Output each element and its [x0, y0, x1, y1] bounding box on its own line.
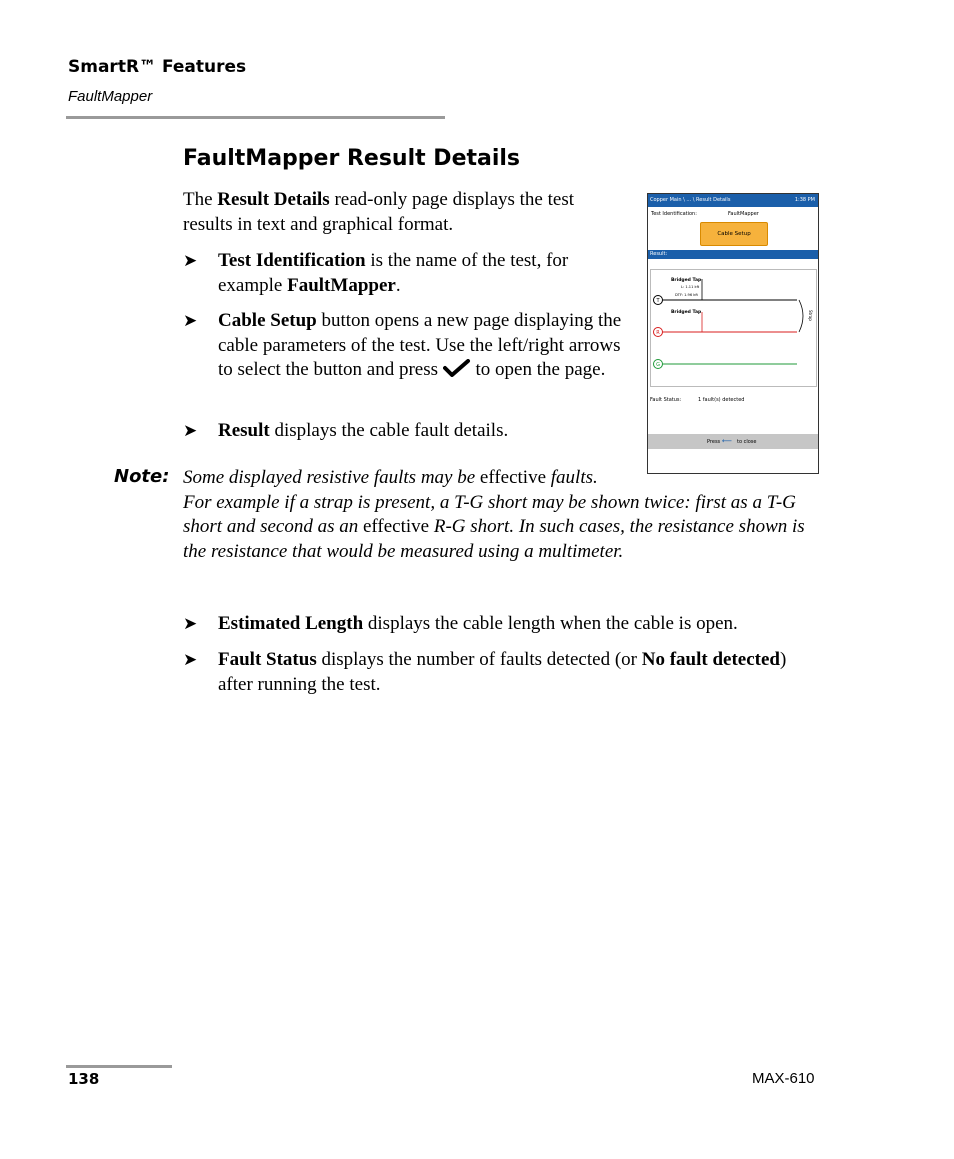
strap-bracket [799, 300, 803, 332]
tap1-dtf: DTF: 1.96 kft [675, 293, 698, 297]
bullet-arrow-icon: ➤ [183, 421, 198, 441]
tap1-length: L: 1.11 kft [681, 285, 700, 289]
chapter-title: SmartR™ Features [68, 57, 247, 77]
bullet-arrow-icon: ➤ [183, 614, 198, 634]
page-title: FaultMapper Result Details [183, 146, 521, 171]
bullet-arrow-icon: ➤ [183, 251, 198, 271]
bullet-arrow-icon: ➤ [183, 650, 198, 670]
header-rule [66, 116, 445, 119]
device-screenshot [647, 193, 819, 474]
bullet-arrow-icon: ➤ [183, 311, 198, 331]
device-title-bar [648, 194, 818, 207]
section-subtitle: FaultMapper [68, 88, 153, 105]
bottom-press-text: Press [707, 439, 721, 445]
fault-status-value: 1 fault(s) detected [698, 397, 745, 403]
wire-g-label: G [656, 362, 660, 368]
bottom-close-text: to close [737, 439, 757, 445]
intro-paragraph: The Result Details read-only page displays the test results in text and graphical format. [183, 189, 574, 235]
strap-label: Strap [808, 310, 813, 321]
fault-status-label: Fault Status: [650, 397, 682, 403]
checkmark-icon [443, 359, 471, 377]
device-bottom-bar [648, 434, 818, 449]
device-clock: 1:38 PM [794, 197, 815, 203]
tap1-label: Bridged Tap [671, 278, 702, 283]
cable-setup-button[interactable]: Cable Setup [700, 222, 768, 246]
note-text: Some displayed resistive faults may be effective faults. For example if a strap is present, a T-G short may be shown twice: first as a T-G short and second as an effective R-G short. In such cases, the resistance shown is the resistance that would be measured using a multimeter. [183, 467, 805, 562]
test-id-label: Test Identification: [651, 211, 697, 217]
product-model: MAX-610 [752, 1070, 815, 1087]
tap2-label: Bridged Tap [671, 310, 702, 315]
note-label: Note: [114, 466, 170, 487]
test-id-value: FaultMapper [728, 211, 759, 217]
fault-graph [650, 269, 817, 387]
device-breadcrumb[interactable]: Copper Main \ ... \ Result Details [650, 197, 731, 203]
wire-t-label: T [656, 298, 660, 304]
result-header-bar: Result: [648, 250, 818, 259]
page-number: 138 [68, 1070, 100, 1088]
footer-rule [66, 1065, 172, 1068]
back-arrow-icon[interactable]: ⟵ [722, 437, 733, 445]
wire-r-label: R [656, 330, 660, 336]
